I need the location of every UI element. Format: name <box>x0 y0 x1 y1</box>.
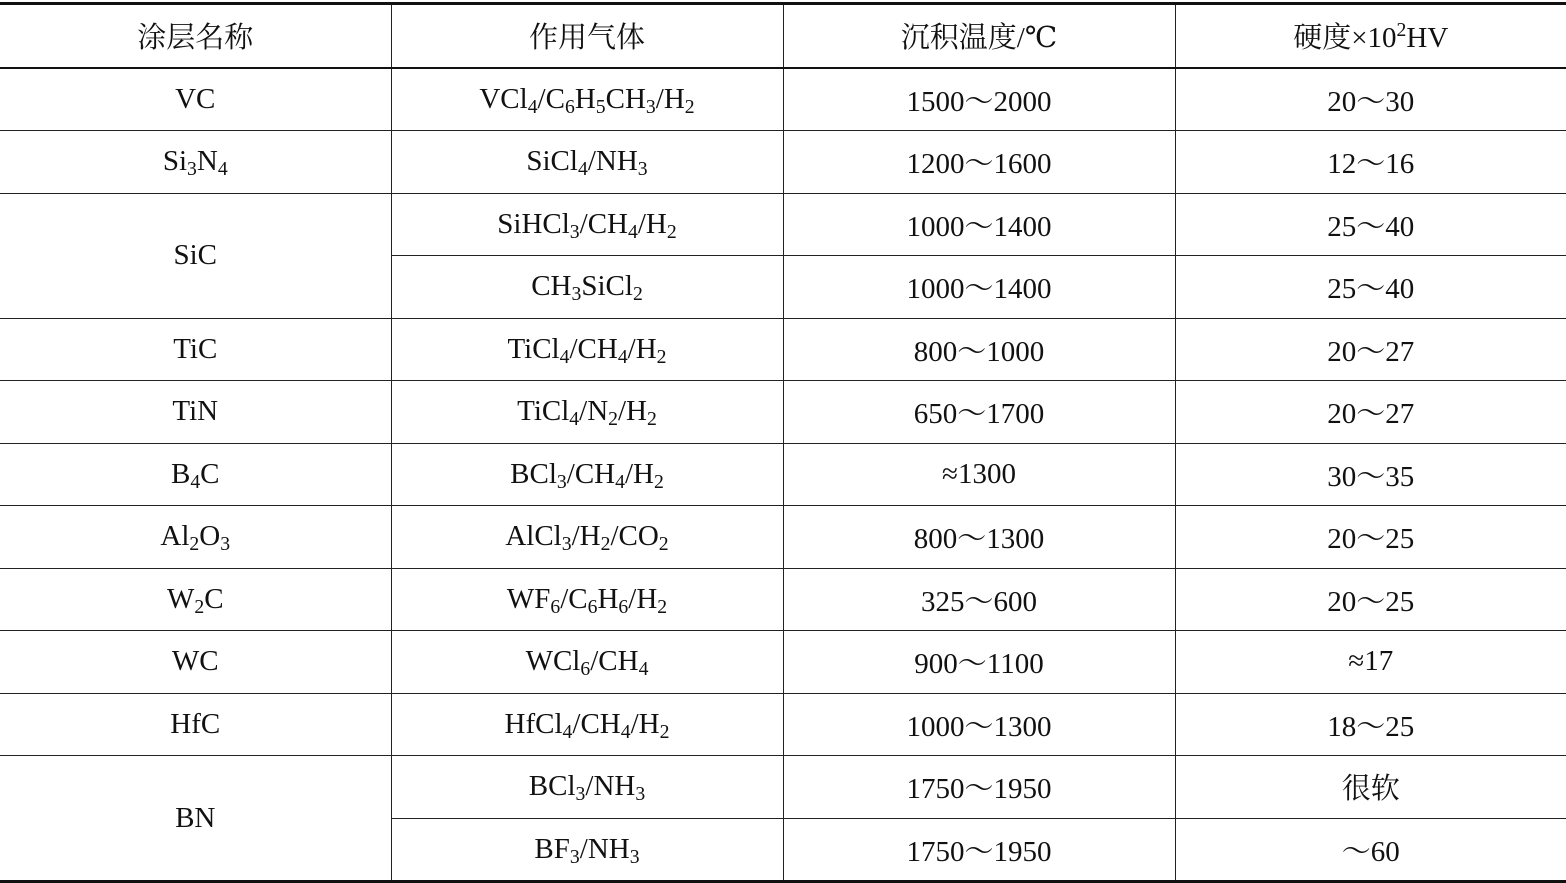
table-row <box>0 381 1566 444</box>
cell-hardness: ～60 <box>1175 818 1566 882</box>
cell-coating-name: SiC <box>0 193 391 318</box>
cell-deposition-temperature: 800～1000 <box>783 318 1175 381</box>
table-row <box>0 568 1566 631</box>
header-row <box>0 4 1566 68</box>
header-coating-name: 涂层名称 <box>0 4 391 68</box>
cell-hardness: 25～40 <box>1175 256 1566 319</box>
cell-hardness: 20～25 <box>1175 506 1566 569</box>
cell-hardness: 25～40 <box>1175 193 1566 256</box>
cell-hardness: 20～27 <box>1175 318 1566 381</box>
cell-deposition-temperature: 325～600 <box>783 568 1175 631</box>
cell-reaction-gas: $BCl_3/NH_3$ <box>391 756 783 819</box>
cell-coating-name: TiN <box>0 381 391 444</box>
table-row <box>0 318 1566 381</box>
cell-deposition-temperature: 1000～1400 <box>783 256 1175 319</box>
table-row <box>0 756 1566 819</box>
cell-reaction-gas: $CH_3SiCl_2$ <box>391 256 783 319</box>
cell-hardness: 30～35 <box>1175 443 1566 506</box>
cell-deposition-temperature: 1000～1400 <box>783 193 1175 256</box>
cell-deposition-temperature: 650～1700 <box>783 381 1175 444</box>
cell-coating-name: $W_2C$ <box>0 568 391 631</box>
cell-deposition-temperature: 1750～1950 <box>783 818 1175 882</box>
cell-coating-name: $B_4C$ <box>0 443 391 506</box>
cell-deposition-temperature: 1500～2000 <box>783 68 1175 131</box>
cell-reaction-gas: $TiCl_4/N_2/H_2$ <box>391 381 783 444</box>
cell-reaction-gas: $WCl_6/CH_4$ <box>391 631 783 694</box>
cell-hardness: 20～30 <box>1175 68 1566 131</box>
header-deposition-temperature: 沉积温度/℃ <box>783 4 1175 68</box>
cvd-coatings-table <box>0 2 1566 883</box>
cell-reaction-gas: $AlCl_3/H_2/CO_2$ <box>391 506 783 569</box>
header-reaction-gas: 作用气体 <box>391 4 783 68</box>
cell-coating-name: TiC <box>0 318 391 381</box>
cell-reaction-gas: $SiCl_4/NH_3$ <box>391 131 783 194</box>
table-row <box>0 693 1566 756</box>
cell-hardness: 20～25 <box>1175 568 1566 631</box>
cell-reaction-gas: $HfCl_4/CH_4/H_2$ <box>391 693 783 756</box>
cell-reaction-gas: $VCl_4/C_6H_5CH_3/H_2$ <box>391 68 783 131</box>
cell-coating-name: VC <box>0 68 391 131</box>
cell-reaction-gas: $BCl_3/CH_4/H_2$ <box>391 443 783 506</box>
cell-deposition-temperature: 1750～1950 <box>783 756 1175 819</box>
cell-reaction-gas: $TiCl_4/CH_4/H_2$ <box>391 318 783 381</box>
cell-hardness: ≈17 <box>1175 631 1566 694</box>
table-body <box>0 68 1566 882</box>
cell-reaction-gas: $WF_6/C_6H_6/H_2$ <box>391 568 783 631</box>
cell-coating-name: HfC <box>0 693 391 756</box>
table-row <box>0 131 1566 194</box>
cell-deposition-temperature: 1000～1300 <box>783 693 1175 756</box>
cell-deposition-temperature: 900～1100 <box>783 631 1175 694</box>
cell-coating-name: $Si_3N_4$ <box>0 131 391 194</box>
cell-hardness: 20～27 <box>1175 381 1566 444</box>
table-row <box>0 68 1566 131</box>
table-row <box>0 443 1566 506</box>
cell-reaction-gas: $SiHCl_3/CH_4/H_2$ <box>391 193 783 256</box>
cell-deposition-temperature: 800～1300 <box>783 506 1175 569</box>
cell-reaction-gas: $BF_3/NH_3$ <box>391 818 783 882</box>
cell-coating-name: $Al_2O_3$ <box>0 506 391 569</box>
cell-hardness: 18～25 <box>1175 693 1566 756</box>
table-row <box>0 193 1566 256</box>
cell-coating-name: BN <box>0 756 391 882</box>
cell-hardness: 很软 <box>1175 756 1566 819</box>
header-hardness: 硬度$\times 10^2HV$ <box>1175 4 1566 68</box>
cell-coating-name: WC <box>0 631 391 694</box>
cell-deposition-temperature: ≈1300 <box>783 443 1175 506</box>
cell-deposition-temperature: 1200～1600 <box>783 131 1175 194</box>
cell-hardness: 12～16 <box>1175 131 1566 194</box>
table-row <box>0 506 1566 569</box>
table-row <box>0 631 1566 694</box>
